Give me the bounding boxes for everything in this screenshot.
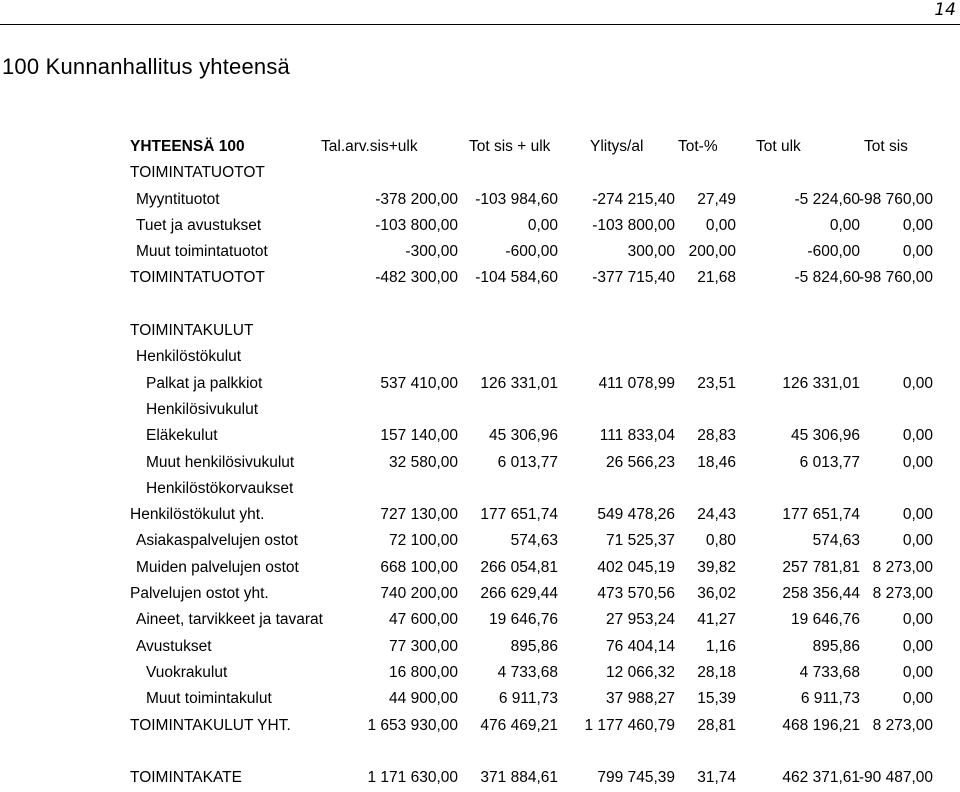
overrun-cell: 37 988,27	[606, 690, 675, 708]
table-row	[0, 239, 960, 265]
row-label: Vuokrakulut	[146, 663, 228, 681]
row-label: Henkilösivukulut	[146, 400, 258, 418]
percent-cell: 0,00	[705, 216, 736, 234]
internal-cell: 0,00	[902, 663, 933, 681]
external-cell: 6 013,77	[799, 453, 860, 471]
external-cell: 177 651,74	[782, 506, 860, 524]
column-header-internal: Tot sis	[864, 138, 908, 155]
budget-cell: -482 300,00	[375, 269, 458, 287]
column-header-label: YHTEENSÄ 100	[130, 138, 245, 155]
actual-total-cell: 371 884,61	[480, 769, 558, 787]
budget-table	[0, 134, 960, 791]
header-rule	[0, 24, 960, 25]
table-row	[0, 292, 960, 318]
actual-total-cell: 0,00	[527, 216, 558, 234]
external-cell: -5 224,60	[794, 190, 860, 208]
row-label: Myyntituotot	[136, 190, 220, 208]
table-row	[0, 555, 960, 581]
table-row	[0, 450, 960, 476]
external-cell: 257 781,81	[782, 558, 860, 576]
table-row	[0, 371, 960, 397]
row-label: TOIMINTAKULUT	[130, 322, 254, 340]
external-cell: 19 646,76	[791, 611, 860, 629]
internal-cell: 0,00	[902, 216, 933, 234]
table-row	[0, 423, 960, 449]
internal-cell: 0,00	[902, 532, 933, 550]
table-row	[0, 502, 960, 528]
table-row	[0, 265, 960, 291]
percent-cell: 31,74	[697, 769, 736, 787]
budget-cell: 44 900,00	[389, 690, 458, 708]
row-label: Muut toimintakulut	[146, 690, 272, 708]
actual-total-cell: 266 054,81	[480, 558, 558, 576]
overrun-cell: 402 045,19	[597, 558, 675, 576]
budget-cell: 47 600,00	[389, 611, 458, 629]
row-label: Muut henkilösivukulut	[146, 453, 295, 471]
table-row	[0, 686, 960, 712]
table-row	[0, 160, 960, 186]
column-header-external: Tot ulk	[756, 138, 801, 155]
overrun-cell: 1 177 460,79	[584, 716, 675, 734]
row-label: Muut toimintatuotot	[136, 243, 268, 261]
external-cell: 468 196,21	[782, 716, 860, 734]
overrun-cell: 12 066,32	[606, 663, 675, 681]
actual-total-cell: 574,63	[510, 532, 558, 550]
external-cell: 258 356,44	[782, 585, 860, 603]
external-cell: 45 306,96	[791, 427, 860, 445]
row-label: Henkilöstökulut yht.	[130, 506, 265, 524]
percent-cell: 41,27	[697, 611, 736, 629]
internal-cell: 0,00	[902, 611, 933, 629]
row-label: Henkilöstökorvaukset	[146, 479, 294, 497]
overrun-cell: 26 566,23	[606, 453, 675, 471]
external-cell: 574,63	[812, 532, 860, 550]
internal-cell: -98 760,00	[858, 190, 933, 208]
table-row	[0, 713, 960, 739]
table-row	[0, 344, 960, 370]
table-row	[0, 397, 960, 423]
actual-total-cell: -104 584,60	[475, 269, 558, 287]
external-cell: 462 371,61	[782, 769, 860, 787]
external-cell: 6 911,73	[800, 690, 860, 708]
budget-cell: 16 800,00	[389, 663, 458, 681]
overrun-cell: 473 570,56	[597, 585, 675, 603]
external-cell: -600,00	[807, 243, 860, 261]
actual-total-cell: 4 733,68	[497, 663, 558, 681]
actual-total-cell: 126 331,01	[480, 374, 558, 392]
internal-cell: 0,00	[902, 427, 933, 445]
external-cell: 0,00	[829, 216, 860, 234]
budget-cell: 537 410,00	[380, 374, 458, 392]
internal-cell: 0,00	[902, 690, 933, 708]
table-row	[0, 187, 960, 213]
table-row	[0, 318, 960, 344]
budget-cell: 668 100,00	[380, 558, 458, 576]
table-row	[0, 607, 960, 633]
table-row	[0, 660, 960, 686]
row-label: Aineet, tarvikkeet ja tavarat	[136, 611, 323, 629]
table-row	[0, 739, 960, 765]
budget-cell: 157 140,00	[380, 427, 458, 445]
overrun-cell: 799 745,39	[597, 769, 675, 787]
table-row	[0, 528, 960, 554]
row-label: TOIMINTAKULUT YHT.	[130, 716, 291, 734]
overrun-cell: -377 715,40	[592, 269, 675, 287]
row-label: TOIMINTAKATE	[130, 769, 242, 787]
overrun-cell: 76 404,14	[606, 637, 675, 655]
budget-cell: -300,00	[405, 243, 458, 261]
budget-cell: -378 200,00	[375, 190, 458, 208]
actual-total-cell: -600,00	[505, 243, 558, 261]
percent-cell: 23,51	[697, 374, 736, 392]
table-row	[0, 634, 960, 660]
overrun-cell: -103 800,00	[592, 216, 675, 234]
overrun-cell: 111 833,04	[599, 427, 675, 445]
table-row	[0, 213, 960, 239]
page-number: 14	[934, 0, 956, 20]
overrun-cell: 300,00	[627, 243, 675, 261]
budget-cell: 727 130,00	[380, 506, 458, 524]
column-header-overrun: Ylitys/al	[590, 138, 644, 155]
row-label: Palkat ja palkkiot	[146, 374, 263, 392]
actual-total-cell: -103 984,60	[475, 190, 558, 208]
column-header-actual-total: Tot sis + ulk	[469, 138, 551, 155]
row-label: Muiden palvelujen ostot	[136, 558, 299, 576]
budget-cell: 1 653 930,00	[367, 716, 458, 734]
row-label: Tuet ja avustukset	[136, 216, 262, 234]
row-label: Avustukset	[136, 637, 212, 655]
overrun-cell: 549 478,26	[597, 506, 675, 524]
percent-cell: 28,18	[697, 663, 736, 681]
budget-cell: 740 200,00	[380, 585, 458, 603]
percent-cell: 28,81	[697, 716, 736, 734]
internal-cell: 8 273,00	[872, 585, 933, 603]
internal-cell: 0,00	[902, 243, 933, 261]
external-cell: -5 824,60	[794, 269, 860, 287]
percent-cell: 15,39	[697, 690, 736, 708]
row-label: Henkilöstökulut	[136, 348, 242, 366]
actual-total-cell: 6 013,77	[497, 453, 558, 471]
percent-cell: 200,00	[688, 243, 736, 261]
external-cell: 4 733,68	[799, 663, 860, 681]
table-row	[0, 581, 960, 607]
external-cell: 895,86	[812, 637, 860, 655]
overrun-cell: 27 953,24	[606, 611, 675, 629]
row-label: TOIMINTATUOTOT	[130, 269, 265, 287]
column-header-budget: Tal.arv.sis+ulk	[321, 138, 418, 155]
budget-cell: -103 800,00	[375, 216, 458, 234]
page-title: 100 Kunnanhallitus yhteensä	[2, 54, 290, 79]
row-label: Palvelujen ostot yht.	[130, 585, 269, 603]
actual-total-cell: 45 306,96	[489, 427, 558, 445]
internal-cell: 0,00	[902, 453, 933, 471]
budget-cell: 1 171 630,00	[367, 769, 458, 787]
percent-cell: 18,46	[697, 453, 736, 471]
table-row	[0, 765, 960, 791]
internal-cell: 0,00	[902, 506, 933, 524]
actual-total-cell: 895,86	[510, 637, 558, 655]
percent-cell: 0,80	[705, 532, 736, 550]
percent-cell: 28,83	[697, 427, 736, 445]
overrun-cell: -274 215,40	[592, 190, 675, 208]
column-header-percent: Tot-%	[678, 138, 718, 155]
internal-cell: -90 487,00	[858, 769, 933, 787]
actual-total-cell: 19 646,76	[489, 611, 558, 629]
percent-cell: 27,49	[697, 190, 736, 208]
internal-cell: 8 273,00	[872, 716, 933, 734]
internal-cell: 8 273,00	[872, 558, 933, 576]
overrun-cell: 71 525,37	[606, 532, 675, 550]
internal-cell: 0,00	[902, 637, 933, 655]
budget-cell: 32 580,00	[389, 453, 458, 471]
row-label: TOIMINTATUOTOT	[130, 164, 265, 182]
actual-total-cell: 6 911,73	[498, 690, 558, 708]
actual-total-cell: 177 651,74	[480, 506, 558, 524]
overrun-cell: 411 078,99	[598, 374, 675, 392]
percent-cell: 24,43	[697, 506, 736, 524]
internal-cell: -98 760,00	[858, 269, 933, 287]
actual-total-cell: 266 629,44	[480, 585, 558, 603]
external-cell: 126 331,01	[782, 374, 860, 392]
percent-cell: 36,02	[697, 585, 736, 603]
row-label: Eläkekulut	[146, 427, 218, 445]
budget-cell: 72 100,00	[389, 532, 458, 550]
budget-cell: 77 300,00	[389, 637, 458, 655]
row-label: Asiakaspalvelujen ostot	[136, 532, 298, 550]
percent-cell: 39,82	[697, 558, 736, 576]
table-header-row	[0, 134, 960, 160]
actual-total-cell: 476 469,21	[480, 716, 558, 734]
internal-cell: 0,00	[902, 374, 933, 392]
table-row	[0, 476, 960, 502]
percent-cell: 1,16	[705, 637, 736, 655]
percent-cell: 21,68	[697, 269, 736, 287]
